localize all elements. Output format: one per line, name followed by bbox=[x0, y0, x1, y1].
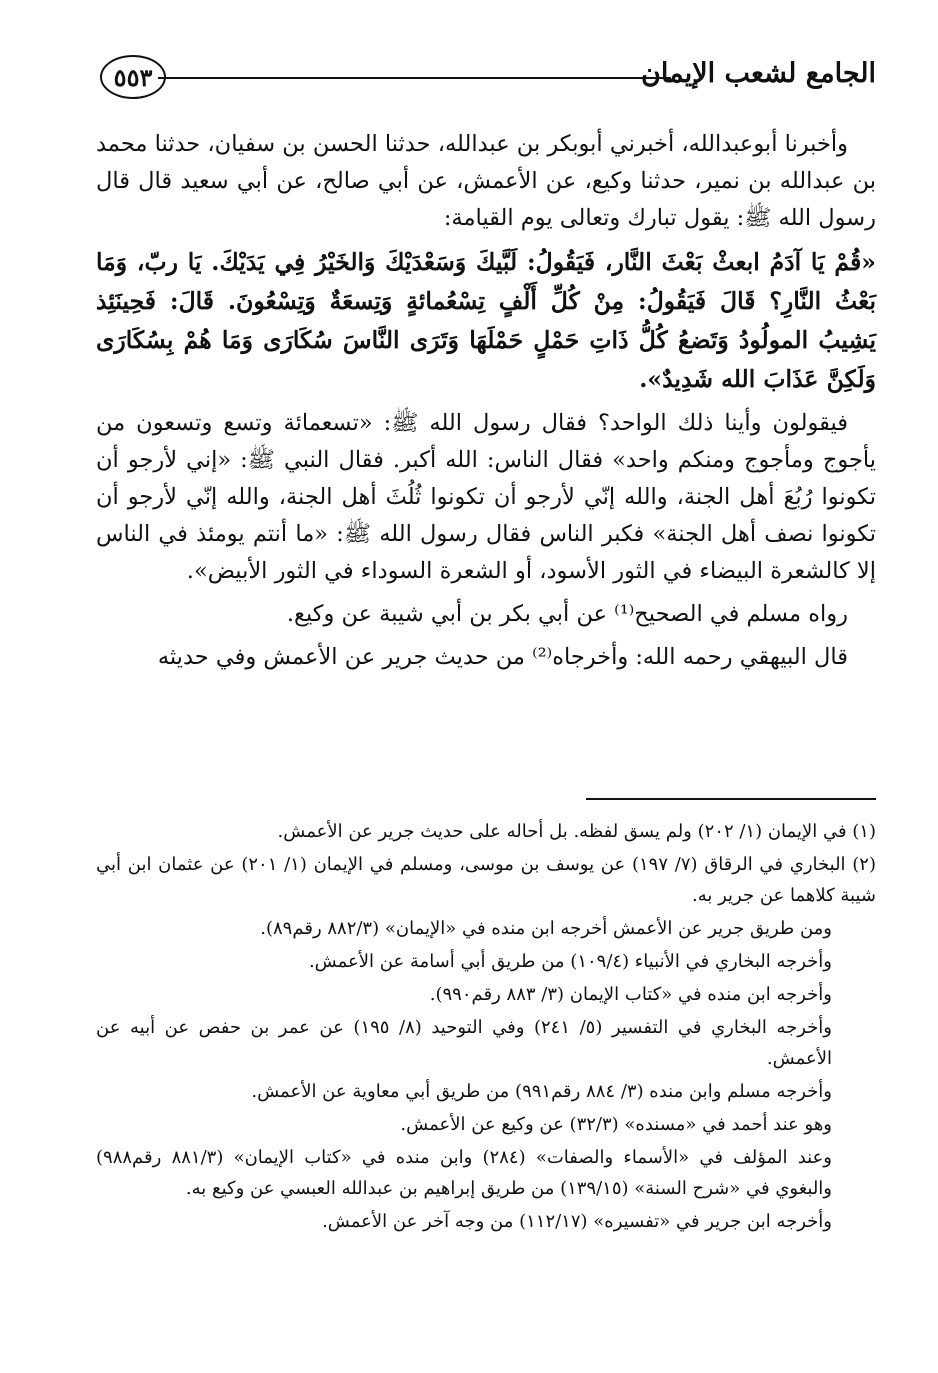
footnote-line: وأخرجه ابن جرير في «تفسيره» (١١٢/١٧) من وجه آخر عن الأعمش. bbox=[322, 1211, 832, 1232]
paragraph-isnad: وأخبرنا أبوعبدالله، أخبرني أبوبكر بن عبدالله، حدثنا الحسن بن سفيان، حدثنا محمد بن عبدالله بن نمير، حدثنا وكيع، عن الأعمش، عن أبي صالح، عن أبي سعيد قال قال رسول الله ﷺ: يقول تبارك وتعالى يوم القيامة: bbox=[96, 131, 876, 231]
page-number-badge: ٥٥٣ bbox=[100, 55, 166, 99]
paragraph-hadith: «قُمْ يَا آدَمُ ابعثْ بَعْثَ النَّار، فَيَقُولُ: لَبَّيكَ وَسَعْدَيْكَ وَالخَيْرُ فِي يَدَيْكَ. يَا ربّ، وَمَا بَعْثُ النَّارِ؟ قَالَ فَيَقُولُ: مِنْ كُلِّ أَلْفٍ تِسْعُمائةٍ وَتِسعَةٌ وَتِسْعُونَ. قَالَ: فَحِينَئِذ يَشِيبُ المولُودُ وَتَضعُ كُلُّ ذَاتِ حَمْلٍ حَمْلَهَا وَتَرَى النَّاسَ سُكَارَى وَمَا هُمْ بِسُكَارَى وَلَكِنَّ عَذَابَ الله شَدِيدٌ». bbox=[96, 248, 876, 393]
header-rule bbox=[158, 77, 671, 79]
footnote-line: وأخرجه ابن منده في «كتاب الإيمان (٣/ ٨٨٣ رقم٩٩٠). bbox=[429, 984, 832, 1005]
footnote-line: وأخرجه البخاري في الأنبياء (١٠٩/٤) من طريق أبي أسامة عن الأعمش. bbox=[308, 951, 832, 972]
paragraph-continuation: فيقولون وأينا ذلك الواحد؟ فقال رسول الله ﷺ: «تسعمائة وتسع وتسعون من يأجوج ومأجوج ومنكم واحد» فقال الناس: الله أكبر. فقال النبي ﷺ: «إني لأرجو أن تكونوا رُبُعَ أهل الجنة، والله إنّي لأرجو أن تكونوا ثُلُثَ أهل الجنة، والله إنّي لأرجو أن تكونوا نصف أهل الجنة» فكبر الناس فقال رسول الله ﷺ: «ما أنتم يومئذ في الناس إلا كالشعرة البيضاء في الثور الأسود، أو الشعرة السوداء في الثور الأبيض». bbox=[96, 410, 876, 584]
footnote-2: (٢) البخاري في الرقاق (٧/ ١٩٧) عن يوسف بن موسى، ومسلم في الإيمان (١/ ٢٠١) عن عثمان ابن أبي شيبة كلاهما عن جرير به. bbox=[96, 854, 876, 906]
footnote-line: وأخرجه البخاري في التفسير (٥/ ٢٤١) وفي التوحيد (٨/ ١٩٥) عن عمر بن حفص عن أبيه عن الأعمش. bbox=[96, 1017, 832, 1069]
footnotes bbox=[96, 816, 876, 1237]
page-header bbox=[96, 50, 876, 104]
footnote-1: (١) في الإيمان (١/ ٢٠٢) ولم يسق لفظه. بل أحاله على حديث جرير عن الأعمش. bbox=[277, 821, 876, 842]
footnote-line: ومن طريق جرير عن الأعمش أخرجه ابن منده في «الإيمان» (٨٨٢/٣ رقم٨٩). bbox=[260, 918, 832, 939]
book-page bbox=[96, 40, 876, 1360]
paragraph-bayhaqi: قال البيهقي رحمه الله: وأخرجاه⁽²⁾ من حديث جرير عن الأعمش وفي حديثه bbox=[157, 644, 848, 670]
footnote-line: وعند المؤلف في «الأسماء والصفات» (٢٨٤) وابن منده في «كتاب الإيمان» (٨٨١/٣ رقم٩٨٨) والبغوي في «شرح السنة» (١٣٩/١٥) من طريق إبراهيم بن عبدالله العبسي عن وكيع به. bbox=[96, 1147, 833, 1199]
footnote-separator bbox=[586, 798, 876, 800]
footnote-line: وأخرجه مسلم وابن منده (٣/ ٨٨٤ رقم٩٩١) من طريق أبي معاوية عن الأعمش. bbox=[251, 1081, 832, 1102]
paragraph-riwaya: رواه مسلم في الصحيح⁽¹⁾ عن أبي بكر بن أبي شيبة عن وكيع. bbox=[286, 601, 848, 627]
footnote-line: وهو عند أحمد في «مسنده» (٣٢/٣) عن وكيع عن الأعمش. bbox=[400, 1114, 832, 1135]
running-title: الجامع لشعب الإيمان bbox=[641, 58, 876, 89]
main-text bbox=[96, 126, 876, 676]
